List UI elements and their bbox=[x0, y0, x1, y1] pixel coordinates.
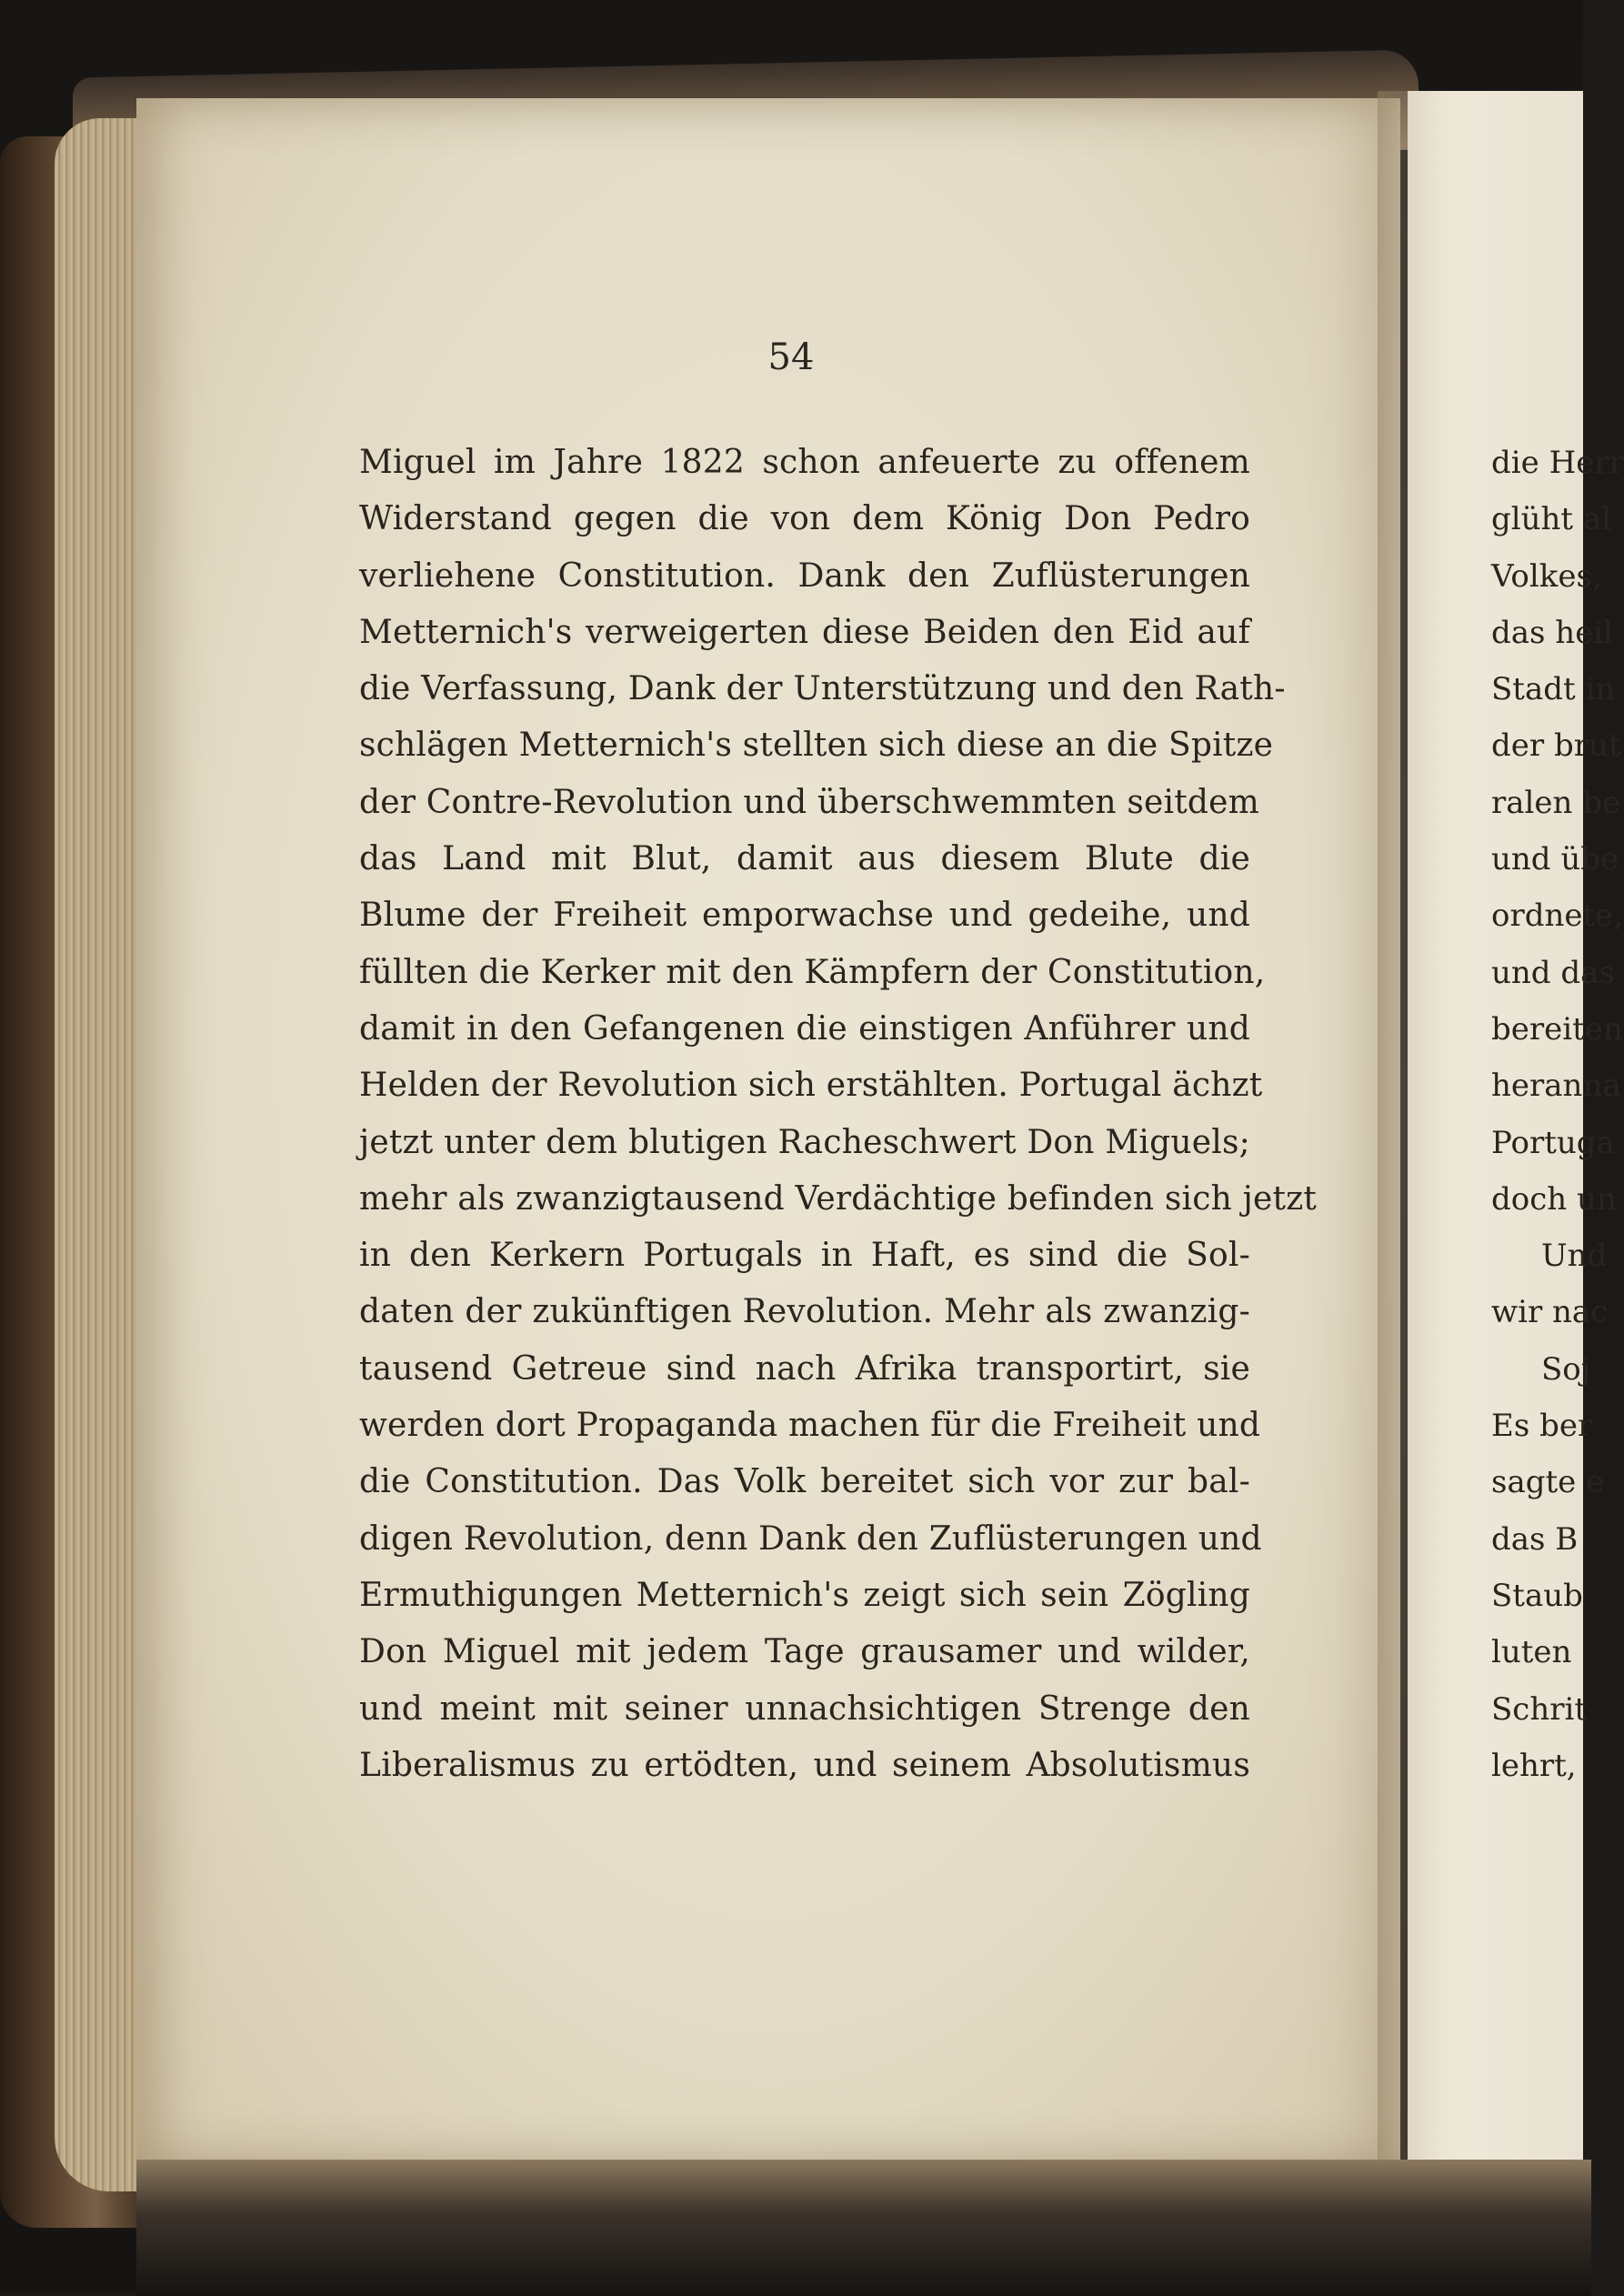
book-gutter bbox=[1378, 91, 1441, 2182]
right-text-fragment: und das bbox=[1491, 954, 1615, 991]
text-line: mehr als zwanzigtausend Verdächtige befinden sich jetzt bbox=[359, 1179, 1318, 1218]
right-text-fragment: wir nac bbox=[1491, 1294, 1609, 1331]
text-line: werden dort Propaganda machen für die Freiheit und bbox=[359, 1407, 1261, 1445]
right-text-fragment: Volkes, bbox=[1491, 557, 1602, 595]
right-text-fragment: und übe bbox=[1491, 841, 1619, 878]
text-line: digen Revolution, denn Dank den Zuflüsterungen und bbox=[359, 1519, 1262, 1558]
text-line: jetzt unter dem blutigen Racheschwert Don Miguels; bbox=[359, 1123, 1250, 1161]
right-page-text bbox=[1491, 435, 1624, 1794]
text-line: Widerstand gegen die von dem König Don Pedro bbox=[359, 500, 1250, 538]
right-text-fragment: Schrit bbox=[1491, 1690, 1588, 1728]
text-line: in den Kerkern Portugals in Haft, es sind die Sol- bbox=[359, 1237, 1250, 1275]
right-text-fragment: das B bbox=[1491, 1520, 1579, 1558]
text-line: die Constitution. Das Volk bereitet sich vor zur bal- bbox=[359, 1463, 1250, 1501]
text-line: Blume der Freiheit emporwachse und gedeihe, und bbox=[359, 897, 1250, 935]
main-text-block bbox=[359, 435, 1318, 1794]
right-text-fragment: Staub bbox=[1491, 1577, 1583, 1614]
right-text-fragment: sagte e bbox=[1491, 1464, 1605, 1501]
text-line: Liberalismus zu ertödten, und seinem Absolutismus bbox=[359, 1746, 1250, 1784]
page-number: 54 bbox=[767, 336, 815, 378]
right-text-fragment: ordnete, bbox=[1491, 897, 1624, 935]
text-line: damit in den Gefangenen die einstigen Anführer und bbox=[359, 1009, 1250, 1048]
right-text-fragment: ralen be bbox=[1491, 784, 1621, 821]
text-line: daten der zukünftigen Revolution. Mehr als zwanzig- bbox=[359, 1293, 1250, 1331]
right-text-fragment: bereiten bbox=[1491, 1010, 1623, 1048]
text-line: Don Miguel mit jedem Tage grausamer und wilder, bbox=[359, 1633, 1250, 1671]
text-line: und meint mit seiner unnachsichtigen Strenge den bbox=[359, 1689, 1250, 1728]
right-text-fragment: heranna bbox=[1491, 1068, 1621, 1105]
text-line: Metternich's verweigerten diese Beiden den Eid auf bbox=[359, 613, 1250, 651]
right-text-fragment: Es ber bbox=[1491, 1408, 1593, 1445]
right-text-fragment: doch un bbox=[1491, 1180, 1617, 1218]
text-line: Ermuthigungen Metternich's zeigt sich sein Zögling bbox=[359, 1576, 1250, 1614]
right-text-fragment: das heil bbox=[1491, 614, 1614, 651]
text-line: verliehene Constitution. Dank den Zuflüsterungen bbox=[359, 556, 1250, 595]
text-line: das Land mit Blut, damit aus diesem Blute die bbox=[359, 840, 1250, 878]
right-text-fragment: luten bbox=[1491, 1634, 1572, 1671]
right-text-fragment: Und bbox=[1541, 1238, 1608, 1275]
text-line: Helden der Revolution sich erstählten. Portugal ächzt bbox=[359, 1067, 1263, 1105]
text-line: die Verfassung, Dank der Unterstützung und den Rath- bbox=[359, 670, 1286, 708]
right-text-fragment: Soj bbox=[1541, 1350, 1591, 1388]
text-line: füllten die Kerker mit den Kämpfern der Constitution, bbox=[359, 953, 1266, 991]
right-text-fragment: der brut bbox=[1491, 727, 1621, 765]
right-text-fragment: Portuga bbox=[1491, 1124, 1615, 1161]
bottom-cover-edge bbox=[136, 2160, 1591, 2296]
right-text-fragment: Stadt in bbox=[1491, 671, 1616, 708]
text-line: tausend Getreue sind nach Afrika transportirt, sie bbox=[359, 1349, 1250, 1388]
right-text-fragment: die Herr bbox=[1491, 445, 1624, 481]
right-text-fragment: glüht al bbox=[1491, 501, 1612, 538]
text-line: Miguel im Jahre 1822 schon anfeuerte zu offenem bbox=[359, 444, 1250, 481]
right-text-fragment: lehrt, bbox=[1491, 1747, 1577, 1784]
text-line: schlägen Metternich's stellten sich diese an die Spitze bbox=[359, 727, 1274, 765]
text-line: der Contre-Revolution und überschwemmten seitdem bbox=[359, 783, 1260, 821]
